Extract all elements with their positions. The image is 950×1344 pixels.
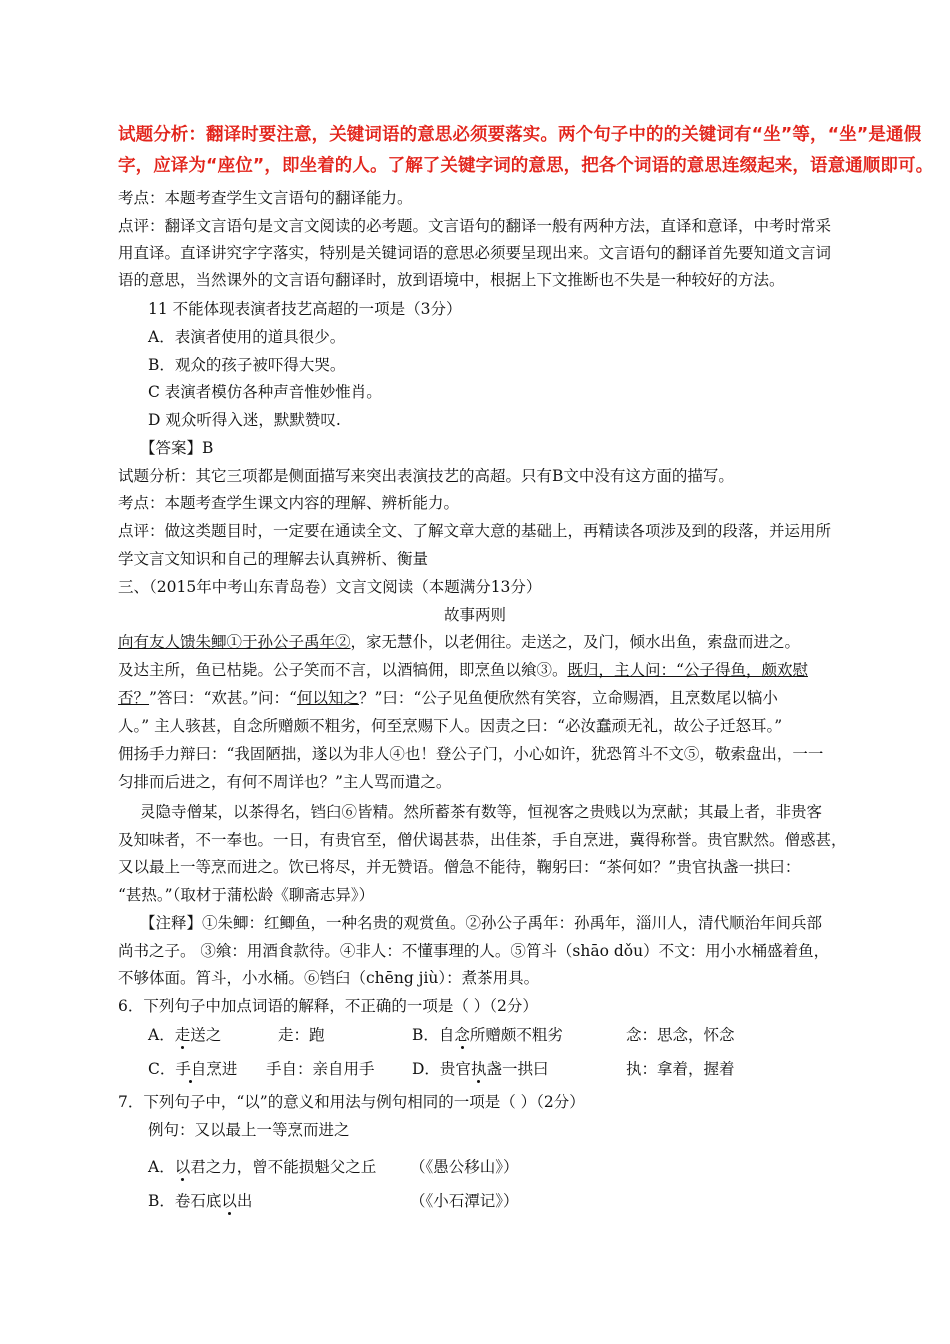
notes-line-1: 【注释】①朱鲫：红鲫鱼，一种名贵的观赏鱼。②孙公子禹年：孙禹年，淄川人，清代顺治年间兵部 (140, 914, 823, 932)
passage2-line-3: 又以最上一等烹而进之。饮已将尽，并无赞语。僧急不能待，鞠躬曰：“茶何如？”贵官执盏一拱曰： (118, 858, 801, 876)
q7-option-a (148, 1155, 376, 1177)
dianping-1-line-3: 语的意思，当然课外的文言语句翻译时，放到语境中，根据上下文推断也不失是一种较好的方法。 (118, 271, 785, 289)
q6-stem: 6．下列句子中加点词语的解释，不正确的一项是（ ）（2分） (118, 997, 538, 1015)
kaodian-1: 考点：本题考查学生文言语句的翻译能力。 (118, 189, 413, 207)
q7-stem: 7．下列句子中，“以”的意义和用法与例句相同的一项是（ ）（2分） (118, 1093, 585, 1111)
section-3-heading: 三、（2015年中考山东青岛卷）文言文阅读（本题满分13分） (118, 578, 542, 596)
q6-c-dotted: 手自 (175, 1060, 207, 1078)
q7-a-prefix: A． (148, 1158, 175, 1176)
q7-b-dotted: 以 (221, 1192, 237, 1210)
passage1-line-2 (118, 659, 808, 681)
q6-d-explanation: 执：拿着，握着 (626, 1060, 735, 1078)
dianping-2-line-2: 学文言文知识和自己的理解去认真辨析、衡量 (118, 550, 429, 568)
q6-option-c (148, 1057, 237, 1079)
q6-option-d (412, 1057, 548, 1079)
passage1-line-3 (118, 687, 778, 709)
analysis-red-line-1: 试题分析：翻译时要注意，关键词语的意思必须要落实。两个句子中的的关键词有“坐”等，“坐”是通假 (118, 125, 922, 145)
passage1-line-1-underlined: 向有友人馈朱鲫①于孙公子禹年② (118, 633, 351, 651)
q7-b-prefix: B．卷石底 (148, 1192, 222, 1210)
q11-option-c: C 表演者模仿各种声音惟妙惟肖。 (148, 383, 382, 401)
q6-c-rest: 烹进 (206, 1060, 238, 1078)
q6-c-prefix: C． (148, 1060, 176, 1078)
q6-b-dotted: 念 (454, 1026, 470, 1044)
passage1-line-4: 人。” 主人骇甚，自念所赠颇不粗劣，何至烹赐下人。因责之曰：“必汝蠢顽无礼，故公子迁怒耳。” (118, 717, 783, 735)
notes-line-3: 不够体面。筲斗，小水桶。⑥铛臼（chēng jiù）：煮茶用具。 (118, 969, 540, 987)
notes-line-2: 尚书之子。 ③飨：用酒食款待。④非人：不懂事理的人。⑤筲斗（shāo dǒu）不文：用小水桶盛着鱼， (118, 942, 830, 960)
q7-b-source: （《小石潭记》） (410, 1192, 519, 1210)
q7-a-dotted: 以 (174, 1158, 191, 1176)
q7-a-rest: 君之力，曾不能损魁父之丘 (190, 1158, 377, 1176)
passage1-line-6: 匀排而后进之，有何不周详也？”主人骂而遣之。 (118, 773, 452, 791)
passage2-line-2: 及知味者，不一奉也。一日，有贵官至，僧伏谒甚恭，出佳茶，手自烹进，冀得称誉。贵官默然。僧惑甚， (118, 831, 847, 849)
q6-option-a (148, 1023, 221, 1045)
q7-b-rest: 出 (236, 1192, 253, 1210)
q6-b-explanation: 念：思念，怀念 (626, 1026, 735, 1044)
q6-d-prefix: D．贵官 (412, 1060, 471, 1078)
q11-option-d: D 观众听得入迷，默默赞叹. (148, 411, 341, 429)
passage1-line-2-text: 及达主所，鱼已枯毙。公子笑而不言，以酒犒佣，即烹鱼以飨③。 (118, 661, 568, 679)
passage1-line-1 (118, 631, 800, 653)
kaodian-2: 考点：本题考查学生课文内容的理解、辨析能力。 (118, 494, 460, 512)
dianping-2-line-1: 点评：做这类题目时，一定要在通读全文、了解文章大意的基础上，再精读各项涉及到的段落，并运用所 (118, 522, 832, 540)
q11-stem: 11 不能体现表演者技艺高超的一项是（3分） (148, 300, 462, 318)
q6-a-rest: 送之 (190, 1026, 222, 1044)
q7-option-b (148, 1189, 252, 1211)
passage1-line-3-underlined-c: 何以知之 (296, 689, 359, 707)
passage2-line-4: “甚热。”（取材于蒲松龄《聊斋志异》） (118, 886, 375, 904)
analysis-red-line-2: 字，应译为“座位”，即坐着的人。了解了关键字词的意思，把各个词语的意思连缀起来，语意通顺即可。 (118, 156, 934, 176)
passage1-line-3-text-d: ？”曰：“公子见鱼便欣然有笑容，立命赐酒，且烹数尾以犒小 (358, 689, 778, 707)
fenxi-2: 试题分析：其它三项都是侧面描写来突出表演技艺的高超。只有B文中没有这方面的描写。 (118, 467, 734, 485)
q6-d-dotted: 执 (470, 1060, 487, 1078)
passage1-line-3-text-b: ”答曰：“欢甚。”问：“ (149, 689, 297, 707)
q7-example: 例句：又以最上一等烹而进之 (148, 1121, 350, 1139)
q6-a-explanation: 走：跑 (278, 1026, 325, 1044)
story-title: 故事两则 (443, 606, 506, 624)
q6-a-prefix: A． (148, 1026, 175, 1044)
q6-c-explanation: 手自：亲自用手 (266, 1060, 375, 1078)
passage1-line-3-underlined-a: 否？ (118, 689, 150, 707)
q6-d-rest: 盏一拱曰 (486, 1060, 549, 1078)
q11-answer: 【答案】B (140, 439, 214, 457)
passage1-line-5: 佣扬手力辩曰：“我固陋拙，遂以为非人④也！登公子门，小心如许，犹恐筲斗不文⑤，敬索盘出，一一 (118, 745, 824, 763)
q6-b-rest: 所赠颇不粗劣 (469, 1026, 563, 1044)
q6-a-dotted: 走 (174, 1026, 191, 1044)
q6-option-b (412, 1023, 563, 1045)
passage1-line-2-underlined: 既归，主人问：“公子得鱼，颇欢慰 (567, 661, 808, 679)
passage1-line-1-rest: ，家无慧仆，以老佣往。走送之，及门，倾水出鱼，索盘而进之。 (350, 633, 801, 651)
passage2-line-1: 灵隐寺僧某，以茶得名，铛臼⑥皆精。然所蓄茶有数等，恒视客之贵贱以为烹献；其最上者，非贵客 (140, 803, 823, 821)
dianping-1-line-2: 用直译。直译讲究字字落实，特别是关键词语的意思必须要呈现出来。文言语句的翻译首先要知道文言词 (118, 244, 832, 262)
q11-option-b: B．观众的孩子被吓得大哭。 (148, 356, 346, 374)
dianping-1-line-1: 点评：翻译文言语句是文言文阅读的必考题。文言语句的翻译一般有两种方法，直译和意译，中考时常采 (118, 217, 832, 235)
q6-b-prefix: B．自 (412, 1026, 455, 1044)
q7-a-source: （《愚公移山》） (410, 1158, 519, 1176)
q11-option-a: A．表演者使用的道具很少。 (148, 328, 346, 346)
